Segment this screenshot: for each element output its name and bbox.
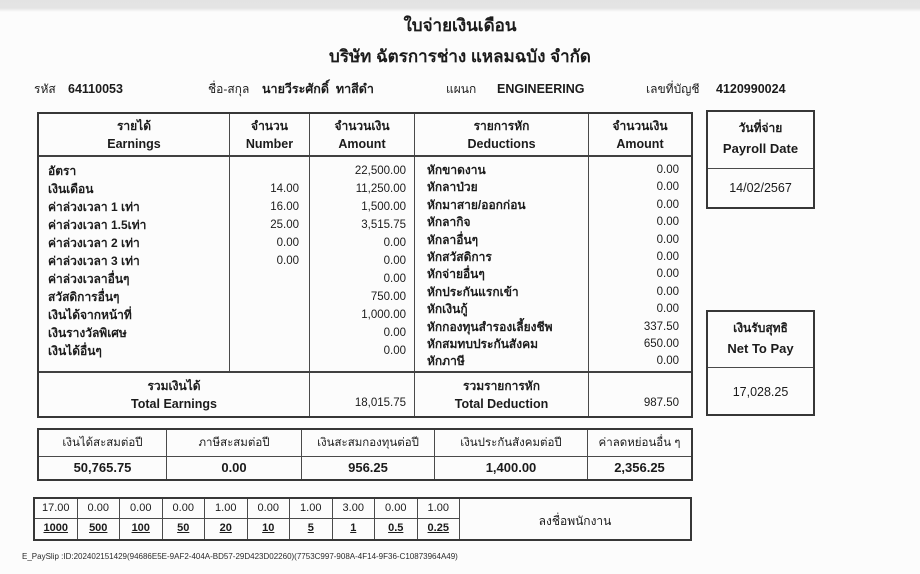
- denomination-value-cell: 100: [120, 519, 163, 539]
- denomination-count-cell: 0.00: [248, 499, 291, 518]
- deduction-amount: 0.00: [656, 303, 679, 316]
- deduction-label: หักเงินกู้: [427, 302, 468, 317]
- denomination-count-cell: 0.00: [78, 499, 121, 518]
- deduction-amount: 0.00: [656, 216, 679, 229]
- deduction-label: หักสมทบประกันสังคม: [427, 336, 539, 351]
- ytd-column-label: เงินได้สะสมต่อปี: [39, 430, 166, 457]
- earning-amount: 0.00: [383, 237, 406, 249]
- denomination-value-cell: 20: [205, 519, 248, 539]
- denomination-count-row: [35, 499, 459, 519]
- deduction-label: หักสวัสดิการ: [427, 249, 492, 264]
- earning-label: ค่าล่วงเวลา 1 เท่า: [48, 200, 140, 214]
- header-deduction-amount-th: จำนวนเงิน: [612, 119, 668, 133]
- deduction-amount: 0.00: [656, 233, 679, 246]
- earning-label: เงินเดือน: [48, 182, 94, 196]
- denomination-value-cell: 50: [163, 519, 206, 539]
- earning-label: ค่าล่วงเวลา 1.5เท่า: [48, 218, 147, 232]
- payroll-date-label-en: Payroll Date: [722, 141, 799, 156]
- earnings-label-column: [39, 157, 230, 371]
- deduction-amount: 0.00: [656, 250, 679, 263]
- employee-code-value: 64110053: [68, 82, 123, 96]
- earning-number: [230, 270, 309, 288]
- earning-number: 16.00: [270, 201, 299, 213]
- ytd-column: [302, 430, 435, 479]
- denomination-value-cell: 0.25: [427, 522, 449, 534]
- header-number: [230, 114, 310, 155]
- employee-name-value: นายวีระศักดิ์ ทาสีดำ: [262, 82, 374, 96]
- earning-amount: 3,515.75: [361, 219, 406, 231]
- ytd-summary-table: [37, 428, 693, 481]
- earning-amount: 750.00: [370, 291, 406, 303]
- denomination-count-cell: 3.00: [333, 499, 376, 518]
- payroll-date-label-th: วันที่จ่าย: [738, 121, 783, 135]
- earning-amount: 0.00: [383, 327, 406, 339]
- earning-label: เงินได้อื่นๆ: [48, 344, 102, 358]
- denomination-count-cell: 1.00: [427, 502, 449, 514]
- ytd-column-value: 2,356.25: [614, 460, 665, 475]
- earning-number: 0.00: [276, 237, 299, 249]
- earning-number: [230, 288, 309, 306]
- net-to-pay-label-th: เงินรับสุทธิ: [733, 321, 788, 335]
- header-deductions-th: รายการหัก: [473, 119, 530, 133]
- earnings-amount-column: [310, 157, 415, 371]
- deduction-label: หักขาดงาน: [427, 163, 486, 177]
- earning-number: 0.00: [276, 255, 299, 267]
- header-deduction-amount: [589, 114, 691, 155]
- denomination-value-cell: 1: [333, 519, 376, 539]
- denomination-value-cell: 500: [78, 519, 121, 539]
- table-body: [39, 157, 691, 371]
- header-deductions: [415, 114, 589, 155]
- earning-amount: 11,250.00: [355, 183, 406, 195]
- earning-label: ค่าล่วงเวลา 3 เท่า: [48, 254, 140, 268]
- account-number-value: 4120990024: [716, 82, 786, 96]
- earnings-number-column: [230, 157, 310, 371]
- deduction-label: หักภาษี: [427, 354, 465, 369]
- earning-number: 25.00: [270, 219, 299, 231]
- employee-info-row: [0, 78, 920, 100]
- deduction-amount: 337.50: [643, 320, 679, 333]
- account-number-label: เลขที่บัญชี: [646, 82, 700, 96]
- header-amount-th: จำนวนเงิน: [334, 119, 390, 133]
- totals-row: [39, 371, 691, 416]
- payroll-date-header: [708, 112, 813, 169]
- earning-number: [230, 324, 309, 342]
- deduction-amount: 0.00: [656, 198, 679, 211]
- deductions-amount-column: [589, 157, 691, 371]
- department-value: ENGINEERING: [497, 82, 585, 96]
- employee-code-label: รหัส: [34, 82, 56, 96]
- company-name: บริษัท ฉัตรการช่าง แหลมฉบัง จำกัด: [329, 47, 591, 66]
- header-amount: [310, 114, 415, 155]
- earning-label: ค่าล่วงเวลา 2 เท่า: [48, 236, 140, 250]
- payroll-date-value: 14/02/2567: [729, 181, 792, 195]
- payroll-date-box: [706, 110, 815, 209]
- earning-number: [230, 306, 309, 324]
- header-amount-en: Amount: [338, 137, 386, 151]
- ytd-column: [39, 430, 167, 479]
- header-earnings: [39, 114, 230, 155]
- denomination-value-cell: 1000: [35, 519, 78, 539]
- denomination-value-cell: 10: [248, 519, 291, 539]
- employee-name-label: ชื่อ-สกุล: [208, 82, 250, 96]
- document-title: ใบจ่ายเงินเดือน: [403, 16, 517, 35]
- employee-signature-cell: ลงชื่อพนักงาน: [459, 499, 690, 539]
- deduction-label: หักประกันแรกเข้า: [427, 284, 519, 299]
- earning-amount: 1,000.00: [361, 309, 406, 321]
- earning-label: เงินรางวัลพิเศษ: [48, 326, 127, 340]
- denomination-value-cell: 0.5: [375, 519, 418, 539]
- denomination-count-cell: 1.00: [290, 499, 333, 518]
- earning-label: อัตรา: [48, 164, 77, 178]
- ytd-column-label: ค่าลดหย่อนอื่น ๆ: [588, 430, 691, 457]
- earning-number: [230, 342, 309, 360]
- total-deduction-th: รวมรายการหัก: [463, 379, 540, 393]
- deduction-label: หักลาอื่นๆ: [427, 232, 479, 247]
- total-earnings-label: [39, 373, 310, 416]
- earning-label: สวัสดิการอื่นๆ: [48, 290, 120, 304]
- header-number-th: จำนวน: [251, 119, 288, 133]
- net-to-pay-label-en: Net To Pay: [727, 341, 794, 356]
- net-to-pay-header: [708, 312, 813, 368]
- deductions-label-column: [415, 157, 589, 371]
- net-to-pay-value: 17,028.25: [732, 384, 789, 399]
- header-earnings-en: Earnings: [107, 137, 161, 151]
- denomination-grid: [35, 499, 459, 539]
- earning-amount: 0.00: [383, 345, 406, 357]
- ytd-column-label: ภาษีสะสมต่อปี: [167, 430, 301, 457]
- net-to-pay-box: [706, 310, 815, 416]
- denomination-count-cell: 0.00: [120, 499, 163, 518]
- total-deduction-en: Total Deduction: [454, 397, 549, 411]
- header-earnings-th: รายได้: [116, 119, 152, 133]
- deduction-label: หักลากิจ: [427, 215, 471, 230]
- total-earnings-en: Total Earnings: [131, 397, 217, 411]
- denomination-table: [33, 497, 692, 541]
- earnings-deductions-table: [37, 112, 693, 418]
- ytd-column-value: 956.25: [348, 460, 388, 475]
- payslip-id-footer: E_PaySlip :ID:202402151429(94686E5E-9AF2-404A-BD57-29D423D02260)(7753C997-908A-4F14-9F36-C10873964A49): [22, 552, 458, 561]
- ytd-column: [167, 430, 302, 479]
- header-deductions-en: Deductions: [467, 137, 536, 151]
- total-deduction-amount: 987.50: [643, 397, 679, 409]
- window-top-strip: [0, 0, 920, 12]
- deduction-amount: 650.00: [643, 337, 679, 350]
- header-deduction-amount-en: Amount: [616, 137, 664, 151]
- ytd-column: [588, 430, 691, 479]
- deduction-amount: 0.00: [656, 268, 679, 281]
- earning-number: 14.00: [270, 183, 299, 195]
- ytd-column: [435, 430, 588, 479]
- deduction-amount: 0.00: [656, 285, 679, 298]
- total-earnings-amount: 18,015.75: [310, 373, 415, 416]
- deduction-label: หักกองทุนสำรองเลี้ยงชีพ: [427, 319, 553, 334]
- denomination-count-cell: 0.00: [375, 499, 418, 518]
- denomination-count-cell: 0.00: [163, 499, 206, 518]
- earning-amount: 22,500.00: [354, 165, 406, 177]
- earning-amount: 1,500.00: [361, 201, 406, 213]
- ytd-column-value: 50,765.75: [73, 460, 132, 475]
- ytd-column-value: 0.00: [221, 460, 247, 475]
- deduction-label: หักลาป่วย: [427, 180, 478, 195]
- deduction-amount: 0.00: [656, 181, 679, 194]
- ytd-column-label: เงินประกันสังคมต่อปี: [435, 430, 587, 457]
- denomination-value-cell: 5: [290, 519, 333, 539]
- total-earnings-th: รวมเงินได้: [147, 379, 201, 393]
- deduction-amount: 0.00: [656, 164, 679, 176]
- earning-amount: 0.00: [383, 273, 406, 285]
- ytd-column-label: เงินสะสมกองทุนต่อปี: [302, 430, 434, 457]
- header-number-en: Number: [245, 137, 294, 151]
- denomination-value-row: [35, 519, 459, 539]
- denomination-count-cell: 1.00: [205, 499, 248, 518]
- deduction-label: หักมาสาย/ออกก่อน: [427, 197, 526, 212]
- total-deduction-label: [415, 373, 589, 416]
- earning-label: ค่าล่วงเวลาอื่นๆ: [48, 272, 130, 286]
- denomination-count-cell: 17.00: [35, 499, 78, 518]
- earning-label: เงินได้จากหน้าที่: [48, 308, 132, 322]
- deduction-label: หักจ่ายอื่นๆ: [427, 267, 485, 282]
- department-label: แผนก: [446, 82, 477, 96]
- earning-amount: 0.00: [383, 255, 406, 267]
- deduction-amount: 0.00: [656, 355, 679, 368]
- table-header-row: [39, 114, 691, 157]
- ytd-column-value: 1,400.00: [485, 460, 537, 475]
- earning-number: [230, 162, 309, 180]
